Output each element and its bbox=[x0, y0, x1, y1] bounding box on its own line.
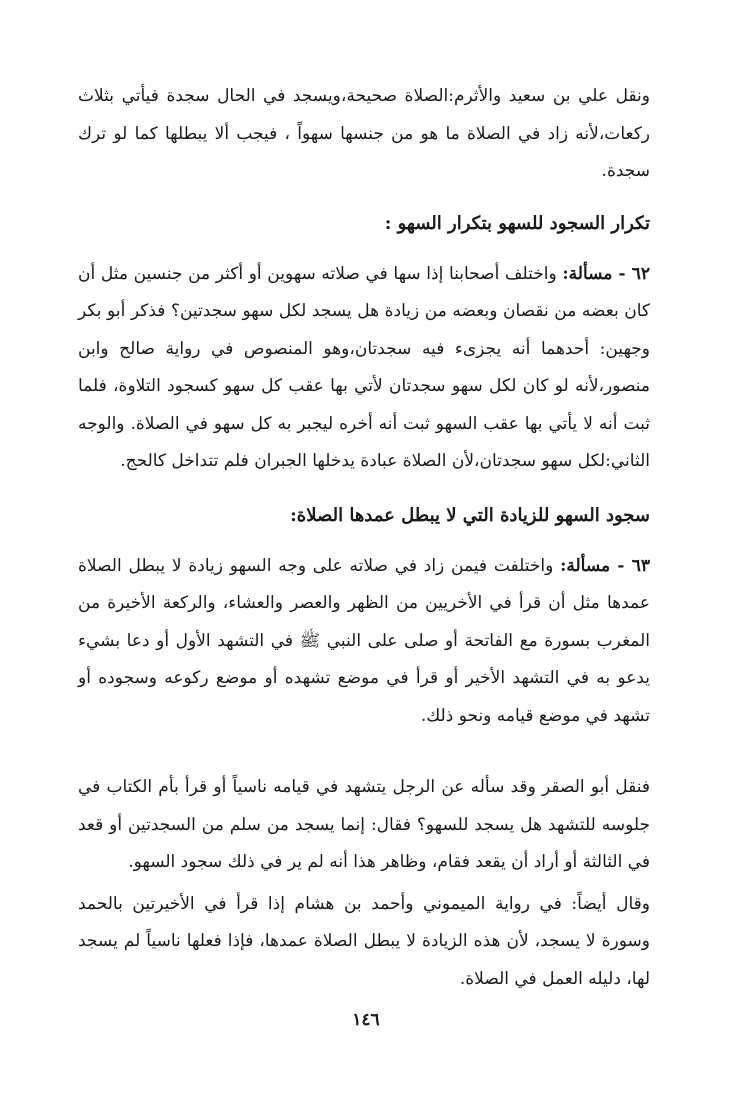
paragraph-abu-alsaqr bbox=[78, 769, 650, 882]
paragraph-masala-62-text: واختلف أصحابنا إذا سها في صلاته سهوين أو أكثر من جنسين مثل أن كان بعضه من نقصان وبعضه من زيادة هل يسجد لكل سهو سجدتين؟ فذكر أبو بكر وجهين: أحدهما أنه يجزىء فيه سجدتان،وهو المنصوص في رواية صالح وابن منصور،لأنه لو كان لكل سهو سجدتان لأتي بها عقب كل سهو كسجود التلاوة، فلما ثبت أنه لا يأتي بها عقب السهو ثبت أنه أخره ليجبر به كل سهو في الصلاة. والوجه الثاني:لكل سهو سجدتان،لأن الصلاة عبادة يدخلها الجبران فلم تتداخل كالحج. bbox=[78, 263, 650, 471]
paragraph-masala-63 bbox=[78, 548, 650, 736]
heading-addition-sahw: سجود السهو للزيادة التي لا يبطل عمدها الصلاة: bbox=[290, 504, 650, 526]
masala-62-label: ٦٢ - مسألة: bbox=[562, 263, 651, 284]
paragraph-intro bbox=[78, 78, 650, 191]
paragraph-abu-alsaqr-text: فنقل أبو الصقر وقد سأله عن الرجل يتشهد في قيامه ناسياً أو قرأ بأم الكتاب في جلوسه للتشهد هل يسجد للسهو؟ فقال: إنما يسجد من سلم من السجدتين أو قعد في الثالثة أو أراد أن يقعد فقام، وظاهر هذا أنه لم ير في ذلك سجود السهو. bbox=[78, 777, 650, 872]
paragraph-masala-62 bbox=[78, 256, 650, 481]
paragraph-masala-63-text: واختلفت فيمن زاد في صلاته على وجه السهو زيادة لا يبطل الصلاة عمدها مثل أن قرأ في الأخريين من الظهر والعصر والعشاء، والركعة الأخيرة من المغرب بسورة مع الفاتحة أو صلى على النبي ﷺ في التشهد الأول أو دعا بشيء يدعو به في التشهد الأخير أو قرأ في موضع تشهده أو موضع ركوعه وسجوده أو تشهد في موضع قيامه ونحو ذلك. bbox=[78, 555, 650, 726]
page-body bbox=[78, 78, 650, 998]
masala-63-label: ٦٣ - مسألة: bbox=[560, 555, 651, 576]
paragraph-maymuni bbox=[78, 886, 650, 999]
paragraph-intro-text: ونقل علي بن سعيد والأثرم:الصلاة صحيحة،ويسجد في الحال سجدة فيأتي بثلاث ركعات،لأنه زاد في الصلاة ما هو من جنسها سهواً ، فيجب ألا يبطلها كما لو ترك سجدة. bbox=[78, 86, 650, 181]
paragraph-maymuni-text: وقال أيضاً: في رواية الميموني وأحمد بن هشام إذا قرأ في الأخيرتين بالحمد وسورة لا يسجد، لأن هذه الزيادة لا يبطل الصلاة عمدها، فإذا فعلها ناسياً لم يسجد لها، دليله العمل في الصلاة. bbox=[78, 893, 650, 989]
page-number: ١٤٦ bbox=[352, 1010, 380, 1030]
heading-repeated-sahw: تكرار السجود للسهو بتكرار السهو : bbox=[384, 212, 650, 234]
